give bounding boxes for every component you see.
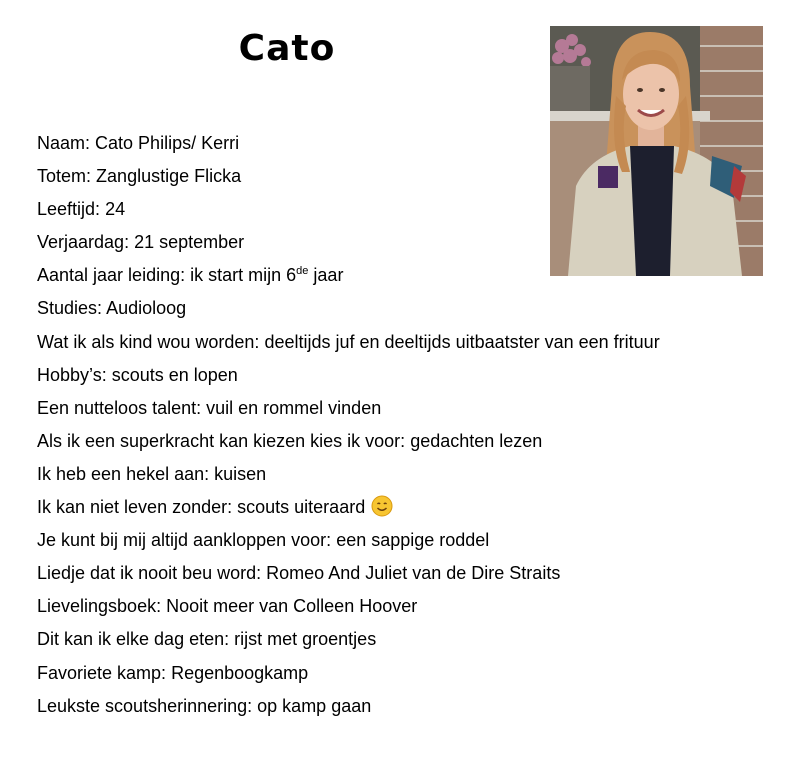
- fact-hobbies: Hobby’s: scouts en lopen: [37, 364, 238, 385]
- smiley-icon: [371, 495, 393, 528]
- fact-birthday: Verjaardag: 21 september: [37, 232, 245, 253]
- fact-favorite-book: Lievelingsboek: Nooit meer van Colleen Hoover: [37, 596, 418, 617]
- page-title: Cato: [238, 28, 336, 69]
- fact-totem: Totem: Zanglustige Flicka: [37, 166, 242, 187]
- fact-ask-me-for: Je kunt bij mij altijd aankloppen voor: een sappige roddel: [37, 530, 490, 551]
- fact-favorite-song: Liedje dat ik nooit beu word: Romeo And Juliet van de Dire Straits: [37, 563, 561, 584]
- fact-dislike: Ik heb een hekel aan: kuisen: [37, 463, 267, 484]
- fact-superpower: Als ik een superkracht kan kiezen kies ik voor: gedachten lezen: [37, 430, 543, 451]
- fact-years-leader: Aantal jaar leiding: ik start mijn 6de jaar: [37, 265, 344, 286]
- fact-age: Leeftijd: 24: [37, 199, 126, 220]
- fact-daily-food: Dit kan ik elke dag eten: rijst met groentjes: [37, 629, 377, 650]
- fact-studies: Studies: Audioloog: [37, 298, 187, 319]
- fact-favorite-camp: Favoriete kamp: Regenboogkamp: [37, 662, 309, 683]
- fact-cant-live-without: Ik kan niet leven zonder: scouts uiteraard: [37, 491, 660, 524]
- profile-facts: [37, 127, 660, 723]
- fact-name: Naam: Cato Philips/ Kerri: [37, 133, 240, 153]
- fact-useless-talent: Een nutteloos talent: vuil en rommel vinden: [37, 397, 382, 418]
- fact-childhood-dream: Wat ik als kind wou worden: deeltijds juf en deeltijds uitbaatster van een frituur: [37, 331, 660, 352]
- fact-best-memory: Leukste scoutsherinnering: op kamp gaan: [37, 695, 372, 716]
